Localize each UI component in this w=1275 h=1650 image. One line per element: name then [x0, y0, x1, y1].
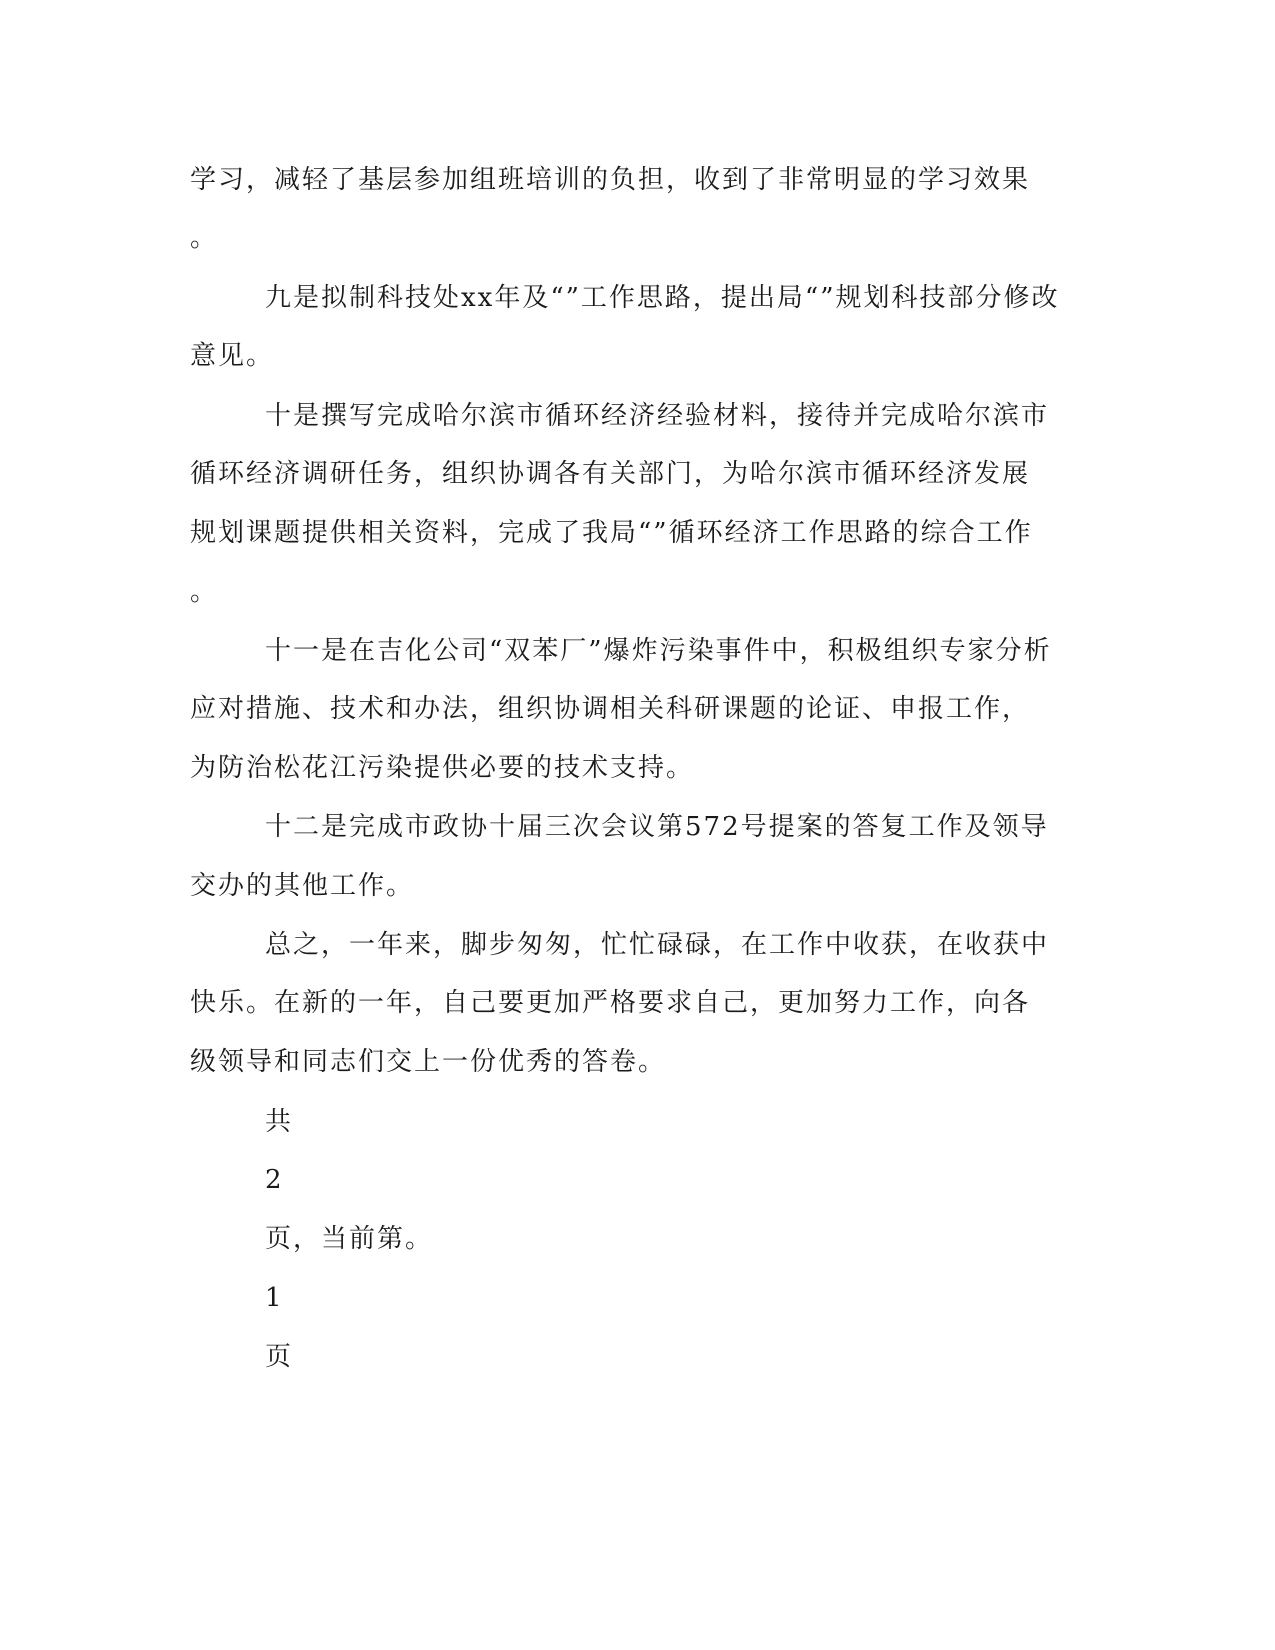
paragraph-line: 为防治松花江污染提供必要的技术支持。	[190, 753, 695, 783]
footer-total-prefix: 共	[265, 1107, 294, 1137]
paragraph-line: 九是拟制科技处xx年及“”工作思路，提出局“”规划科技部分修改	[265, 283, 1060, 313]
paragraph-line: 十二是完成市政协十届三次会议第572号提案的答复工作及领导	[265, 812, 1049, 842]
paragraph-line: 。	[190, 577, 219, 607]
paragraph-line: 交办的其他工作。	[190, 871, 415, 901]
paragraph-line: 应对措施、技术和办法，组织协调相关科研课题的论证、申报工作，	[190, 694, 1031, 724]
paragraph-line: 级领导和同志们交上一份优秀的答卷。	[190, 1047, 667, 1077]
paragraph-line: 学习，减轻了基层参加组班培训的负担，收到了非常明显的学习效果	[190, 165, 1031, 195]
paragraph-line: 快乐。在新的一年，自己要更加严格要求自己，更加努力工作，向各	[190, 988, 1031, 1018]
footer-current-page: 1	[265, 1283, 284, 1313]
paragraph-line: 十一是在吉化公司“双苯厂”爆炸污染事件中，积极组织专家分析	[265, 636, 1052, 666]
paragraph-line: 十是撰写完成哈尔滨市循环经济经验材料，接待并完成哈尔滨市	[265, 401, 1050, 431]
paragraph-line: 规划课题提供相关资料，完成了我局“”循环经济工作思路的综合工作	[190, 518, 1033, 548]
footer-current-prefix: 页，当前第。	[265, 1224, 434, 1254]
paragraph-line: 总之，一年来，脚步匆匆，忙忙碌碌，在工作中收获，在收获中	[265, 930, 1050, 960]
paragraph-line: 意见。	[190, 341, 275, 371]
paragraph-line: 。	[190, 223, 219, 253]
footer-suffix: 页	[265, 1342, 294, 1372]
paragraph-line: 循环经济调研任务，组织协调各有关部门，为哈尔滨市循环经济发展	[190, 459, 1031, 489]
footer-total-pages: 2	[265, 1165, 284, 1195]
